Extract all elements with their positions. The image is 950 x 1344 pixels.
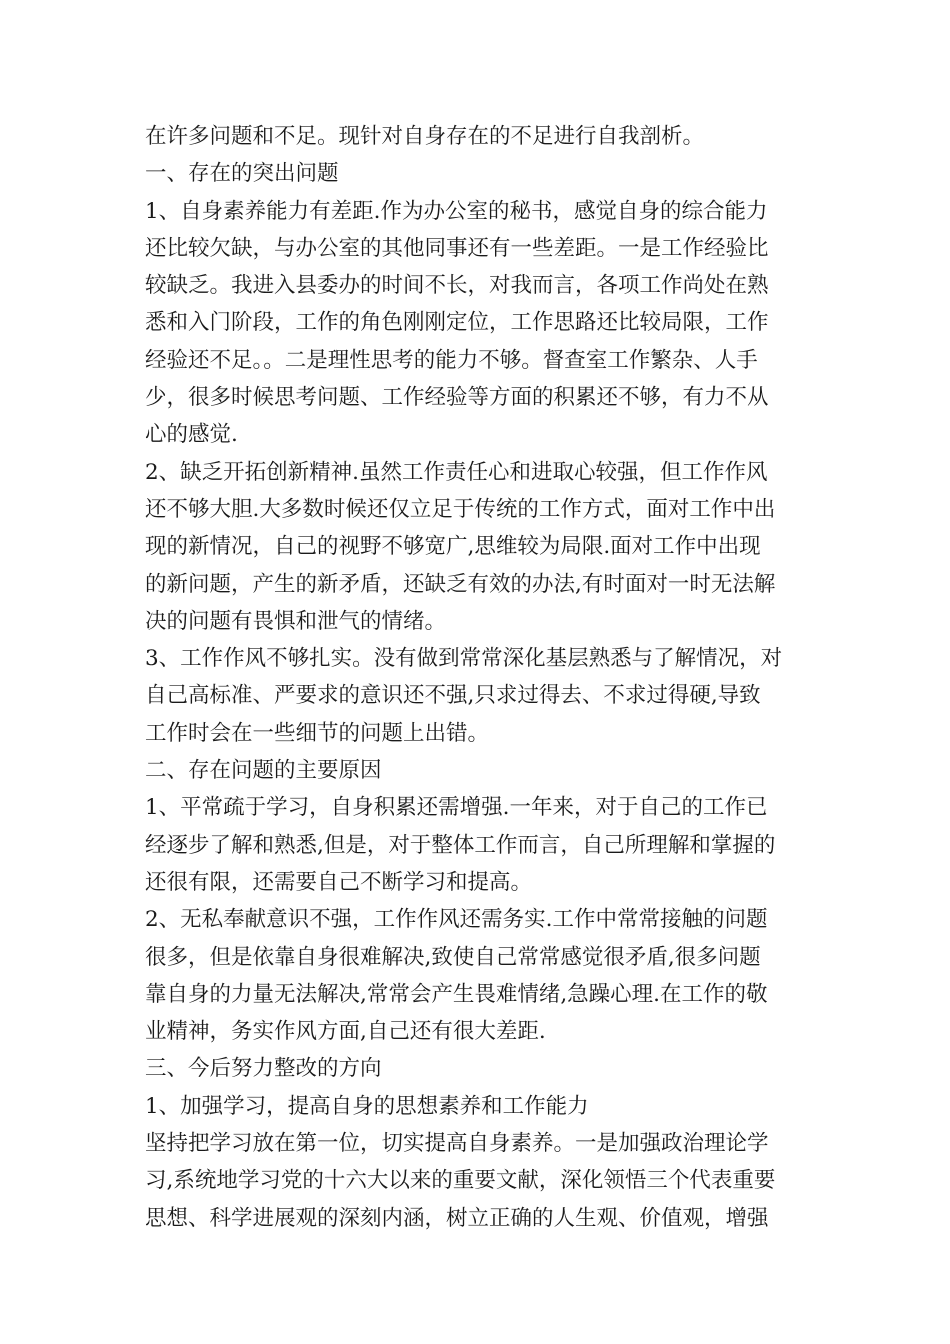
text-line: 自己高标准、严要求的意识还不强,只求过得去、不求过得硬,导致 xyxy=(145,683,761,709)
text-line: 很多，但是依靠自身很难解决,致使自己常常感觉很矛盾,很多问题 xyxy=(145,944,761,970)
text-line: 3、工作作风不够扎实。没有做到常常深化基层熟悉与了解情况，对 xyxy=(145,646,783,672)
text-line: 1、加强学习，提高自身的思想素养和工作能力 xyxy=(145,1093,589,1119)
text-line: 思想、科学进展观的深刻内涵，树立正确的人生观、价值观，增强 xyxy=(145,1205,769,1231)
text-line: 现的新情况，自己的视野不够宽广,思维较为局限.面对工作中出现 xyxy=(145,534,761,560)
text-line: 靠自身的力量无法解决,常常会产生畏难情绪,急躁心理.在工作的敬 xyxy=(145,981,768,1007)
text-line: 坚持把学习放在第一位，切实提高自身素养。一是加强政治理论学 xyxy=(145,1131,769,1157)
text-line: 少，很多时候思考问题、工作经验等方面的积累还不够，有力不从 xyxy=(145,385,769,411)
text-line: 还不够大胆.大多数时候还仅立足于传统的工作方式，面对工作中出 xyxy=(145,496,776,522)
text-line: 2、无私奉献意识不强，工作作风还需务实.工作中常常接触的问题 xyxy=(145,907,768,933)
text-line: 1、平常疏于学习，自身积累还需增强.一年来，对于自己的工作已 xyxy=(145,795,768,821)
text-line: 2、缺乏开拓创新精神.虽然工作责任心和进取心较强，但工作作风 xyxy=(145,459,768,485)
text-line: 还很有限，还需要自己不断学习和提高。 xyxy=(145,869,533,895)
section-heading: 三、今后努力整改的方向 xyxy=(145,1056,382,1082)
text-line: 决的问题有畏惧和泄气的情绪。 xyxy=(145,608,447,634)
text-line: 心的感觉. xyxy=(145,422,238,448)
text-line: 工作时会在一些细节的问题上出错。 xyxy=(145,720,490,746)
text-line: 悉和入门阶段，工作的角色刚刚定位，工作思路还比较局限，工作 xyxy=(145,310,769,336)
text-line: 较缺乏。我进入县委办的时间不长，对我而言，各项工作尚处在熟 xyxy=(145,273,769,299)
text-line: 经验还不足。。二是理性思考的能力不够。督查室工作繁杂、人手 xyxy=(145,347,758,373)
section-heading: 二、存在问题的主要原因 xyxy=(145,758,382,784)
text-line: 经逐步了解和熟悉,但是，对于整体工作而言，自己所理解和掌握的 xyxy=(145,832,776,858)
document-body xyxy=(145,118,810,1237)
text-line: 1、自身素养能力有差距.作为办公室的秘书，感觉自身的综合能力 xyxy=(145,198,768,224)
text-line: 习,系统地学习党的十六大以来的重要文献，深化领悟三个代表重要 xyxy=(145,1168,776,1194)
text-line: 在许多问题和不足。现针对自身存在的不足进行自我剖析。 xyxy=(145,124,705,149)
section-heading: 一、存在的突出问题 xyxy=(145,161,339,187)
text-line: 业精神，务实作风方面,自己还有很大差距. xyxy=(145,1019,546,1045)
text-line: 还比较欠缺，与办公室的其他同事还有一些差距。一是工作经验比 xyxy=(145,235,769,261)
text-line: 的新问题，产生的新矛盾，还缺乏有效的办法,有时面对一时无法解 xyxy=(145,571,776,597)
